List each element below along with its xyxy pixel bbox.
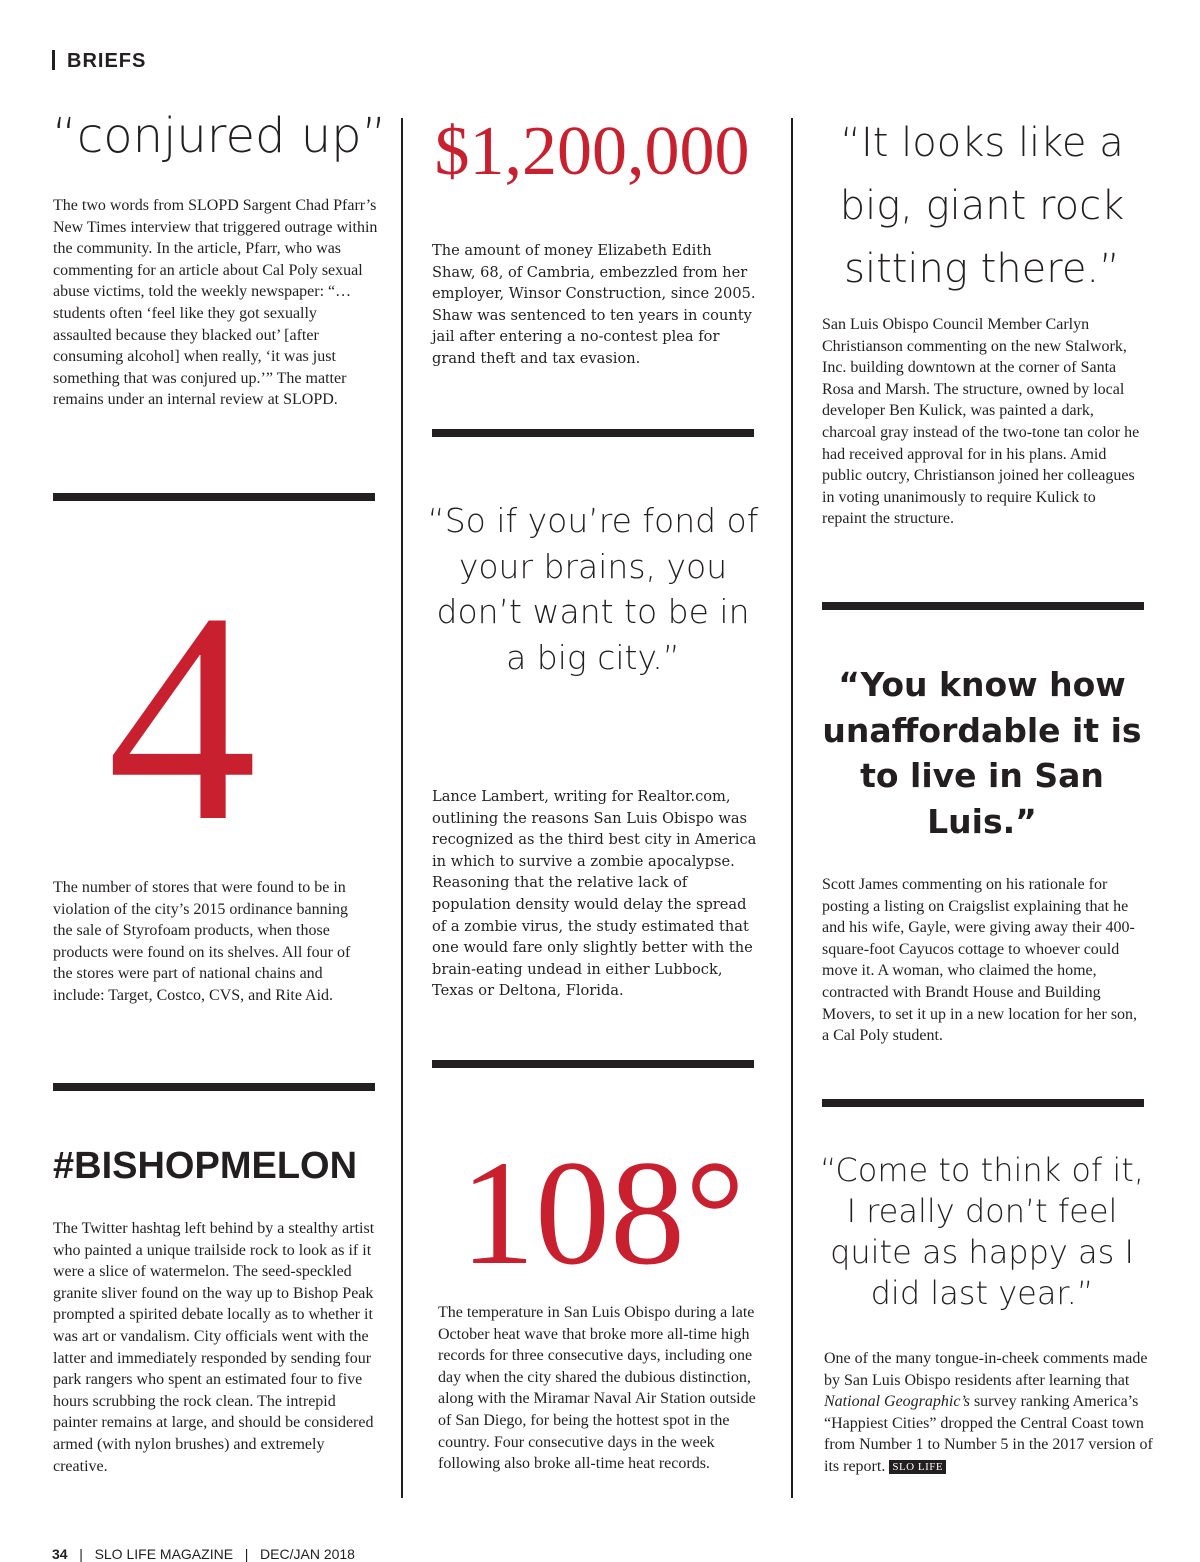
divider-col1-b	[53, 1083, 375, 1091]
happiest-body-start: One of the many tongue-in-cheek comments made by San Luis Obispo residents after learning that	[824, 1350, 1148, 1389]
page-number: 34	[52, 1546, 68, 1562]
happiest-body-end: survey ranking America’s “Happiest Cities” dropped the Central Coast town from Number 1 to Number 5 in the 2017 version of its report.	[824, 1393, 1153, 1475]
footer-separator: |	[71, 1546, 91, 1562]
page-footer	[52, 1546, 355, 1562]
section-label	[52, 50, 146, 73]
temperature-figure: 108°	[460, 1130, 745, 1296]
column-rule-left	[401, 118, 403, 1498]
footer-separator: |	[236, 1546, 257, 1562]
divider-col2-b	[432, 1060, 754, 1068]
divider-col3-b	[822, 1099, 1144, 1107]
bishopmelon-headline: #BISHOPMELON	[53, 1145, 358, 1187]
stores-figure: 4	[107, 551, 257, 883]
unaffordable-quote: “You know how unaffordable it is to live in San Luis.”	[822, 665, 1142, 841]
publication-name: National Geographic’s	[824, 1393, 970, 1411]
temperature-body: The temperature in San Luis Obispo during a late October heat wave that broke more all-time high records for three consecutive days, including one day when the city shared the dubious distinction, along with the Miramar Naval Air Station outside of San Diego, for being the hottest spot in the country. Four consecutive days in the week following also broke all-time heat records.	[438, 1304, 756, 1473]
divider-col1-a	[53, 493, 375, 501]
divider-col2-a	[432, 429, 754, 437]
conjured-up-body: The two words from SLOPD Sargent Chad Pfarr’s New Times interview that triggered outrage within the community. In the article, Pfarr, who was commenting for an article about Cal Poly sexual abuse victims, told the weekly newspaper: “… students often ‘feel like they got sexually assaulted because they blacked out’ [after consuming alcohol] when really, ‘it was just something that was conjured up.’” The matter remains under an internal review at SLOPD.	[53, 197, 378, 409]
happiest-body	[824, 1348, 1154, 1478]
zombie-body: Lance Lambert, writing for Realtor.com, outlining the reasons San Luis Obispo was recognized as the third best city in America in which to survive a zombie apocalypse. Reasoning that the relative lack of population density would delay the spread of a zombie virus, the study estimated that one would fare only slightly better with the brain-eating undead in either Lubbock, Texas or Deltona, Florida.	[432, 788, 757, 1000]
column-rule-right	[791, 118, 793, 1498]
issue-date: DEC/JAN 2018	[260, 1546, 355, 1562]
rock-body: San Luis Obispo Council Member Carlyn Christianson commenting on the new Stalwork, Inc. building downtown at the corner of Santa Rosa and Marsh. The structure, owned by local developer Ben Kulick, was painted a dark, charcoal gray instead of the two-tone tan color he had received approval for in his plans. Amid public outcry, Christianson joined her colleagues in voting unanimously to require Kulick to repaint the structure.	[822, 316, 1140, 528]
stores-body: The number of stores that were found to be in violation of the city’s 2015 ordinance banning the sale of Styrofoam products, when those products were found on its shelves. All four of the stores were part of national chains and include: Target, Costco, CVS, and Rite Aid.	[53, 879, 351, 1004]
divider-col3-a	[822, 602, 1144, 610]
section-divider	[52, 50, 55, 70]
embezzled-body: The amount of money Elizabeth Edith Shaw, 68, of Cambria, embezzled from her employer, Winsor Construction, since 2005. Shaw was sentenced to ten years in county jail after entering a no-contest plea for grand theft and tax evasion.	[432, 242, 756, 367]
rock-quote: “It looks like a big, giant rock sitting there.”	[839, 120, 1125, 292]
zombie-quote: “So if you’re fond of your brains, you don’t want to be in a big city.”	[427, 501, 759, 677]
bishopmelon-body: The Twitter hashtag left behind by a stealthy artist who painted a unique trailside rock to look as if it were a slice of watermelon. The seed-speckled granite sliver found on the way up to Bishop Peak prompted a spirited debate locally as to whether it was art or vandalism. City officials went with the latter and immediately responded by sending four park rangers who spent an estimated four to five hours scrubbing the rock clean. The intrepid painter remains at large, and should be considered armed (with nylon brushes) and extremely creative.	[53, 1220, 375, 1475]
unaffordable-body: Scott James commenting on his rationale for posting a listing on Craigslist explaining that he and his wife, Gayle, were giving away their 400-square-foot Cayucos cottage to whoever could move it. A woman, who claimed the home, contracted with Brandt House and Building Movers, to set it up in a new location for her son, a Cal Poly student.	[822, 876, 1138, 1045]
magazine-name: SLO LIFE MAGAZINE	[94, 1546, 234, 1562]
happiest-quote: “Come to think of it, I really don’t feel quite as happy as I did last year.”	[819, 1151, 1144, 1312]
section-title: BRIEFS	[67, 50, 147, 72]
slo-life-end-mark: SLO LIFE	[889, 1460, 946, 1474]
embezzled-figure: $1,200,000	[434, 113, 750, 190]
conjured-up-headline: “conjured up”	[52, 108, 387, 164]
